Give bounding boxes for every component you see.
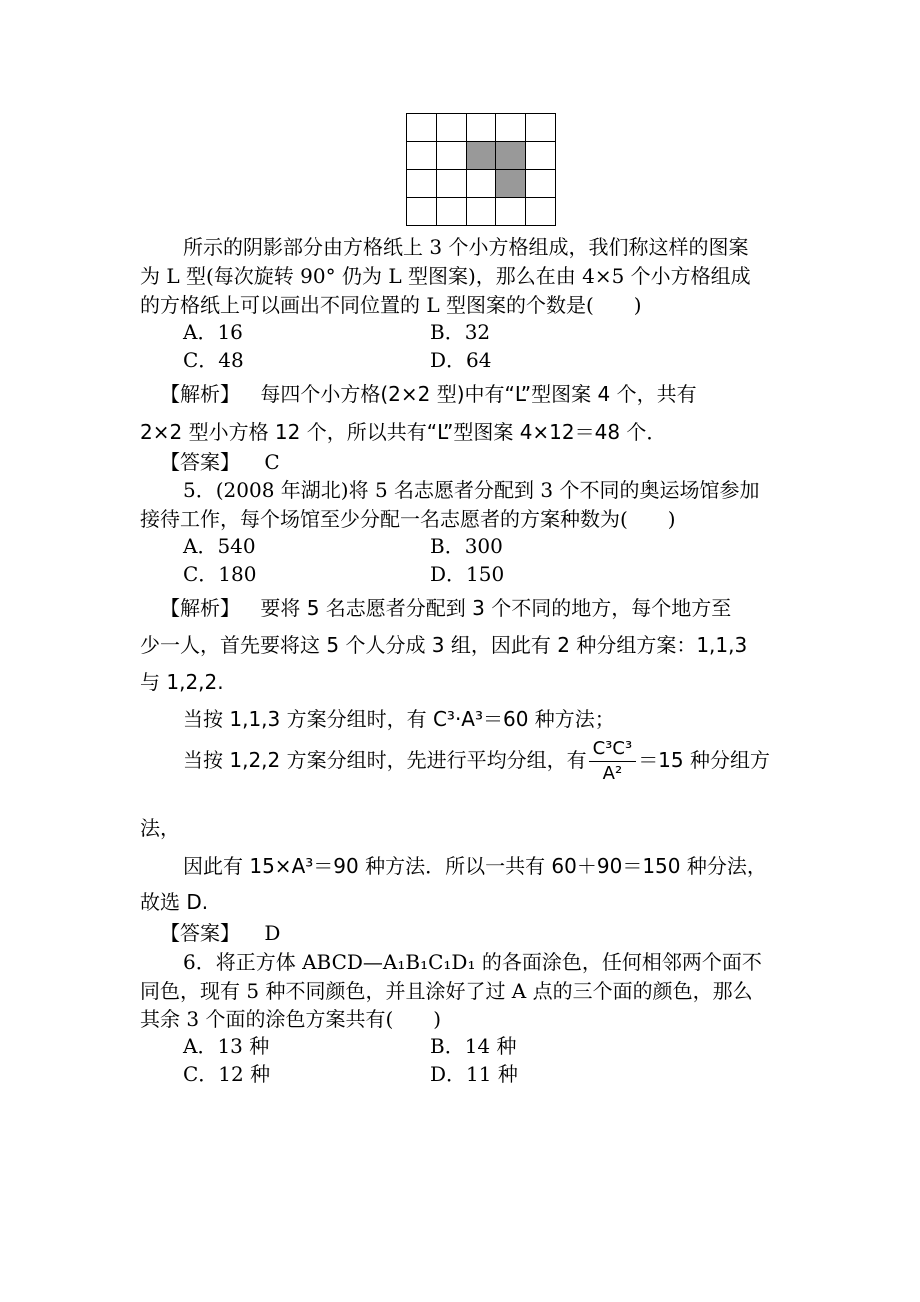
answer-value: C [264,450,280,474]
q5-option-b: B．300 [430,534,503,558]
q5-conclusion-line1: 因此有 15×A³＝90 种方法．所以一共有 60＋90＝150 种分法， [183,854,767,878]
q5-answer-line [160,919,280,947]
shaded-cell [466,142,496,170]
analysis-label: 【解析】 [160,382,240,406]
l-shape-grid-figure [406,113,556,229]
analysis-text: 要将 5 名志愿者分配到 3 个不同的地方，每个地方至 [260,596,732,620]
q4-option-c: C．48 [183,348,244,372]
q5-analysis-line1 [160,594,731,622]
case2-prefix: 当按 1,2,2 方案分组时，先进行平均分组，有 [183,748,587,772]
q4-text-line1: 所示的阴影部分由方格纸上 3 个小方格组成，我们称这样的图案 [183,235,749,259]
q5-option-a: A．540 [183,534,256,558]
fraction-denominator: A² [602,763,623,784]
analysis-label: 【解析】 [160,596,240,620]
analysis-text: 每四个小方格(2×2 型)中有“L”型图案 4 个，共有 [260,382,697,406]
case2-suffix: ＝15 种分组方 [638,748,770,772]
q5-case2 [183,734,770,786]
answer-label: 【答案】 [160,921,240,945]
q5-text-line2: 接待工作，每个场馆至少分配一名志愿者的方案种数为( ) [140,507,676,531]
shaded-cell [496,170,526,198]
q6-option-b: B．14 种 [430,1034,517,1058]
q4-answer-line [160,448,280,476]
q4-analysis-line2: 2×2 型小方格 12 个，所以共有“L”型图案 4×12＝48 个． [140,420,667,444]
q4-option-b: B．32 [430,320,491,344]
answer-value: D [264,921,281,945]
answer-label: 【答案】 [160,450,240,474]
q5-case2-continued: 法， [140,816,180,840]
q5-case1: 当按 1,1,3 方案分组时，有 C³·A³＝60 种方法； [183,707,615,731]
q6-text-line1: 6．将正方体 ABCD—A₁B₁C₁D₁ 的各面涂色，任何相邻两个面不 [183,950,762,974]
shaded-cell [496,142,526,170]
q5-option-d: D．150 [430,562,505,586]
q6-option-c: C．12 种 [183,1062,271,1086]
q4-option-d: D．64 [430,348,492,372]
q4-analysis-line1 [160,380,697,408]
q4-option-a: A．16 [183,320,243,344]
fraction-numerator: C³C³ [589,737,637,762]
q6-option-d: D．11 种 [430,1062,518,1086]
q6-text-line2: 同色，现有 5 种不同颜色，并且涂好了过 A 点的三个面的颜色，那么 [140,979,753,1003]
q5-conclusion-line2: 故选 D. [140,890,209,914]
q4-text-line3: 的方格纸上可以画出不同位置的 L 型图案的个数是( ) [140,293,642,317]
q5-text-line1: 5．(2008 年湖北)将 5 名志愿者分配到 3 个不同的奥运场馆参加 [183,478,760,502]
q5-analysis-line2: 少一人，首先要将这 5 个人分成 3 组，因此有 2 种分组方案：1,1,3 [140,633,748,657]
q4-text-line2: 为 L 型(每次旋转 90° 仍为 L 型图案)，那么在由 4×5 个小方格组成 [140,264,751,288]
combination-fraction [589,737,637,786]
q6-text-line3: 其余 3 个面的涂色方案共有( ) [140,1007,442,1031]
q5-option-c: C．180 [183,562,257,586]
q6-option-a: A．13 种 [183,1034,270,1058]
q5-analysis-line3: 与 1,2,2. [140,670,224,694]
